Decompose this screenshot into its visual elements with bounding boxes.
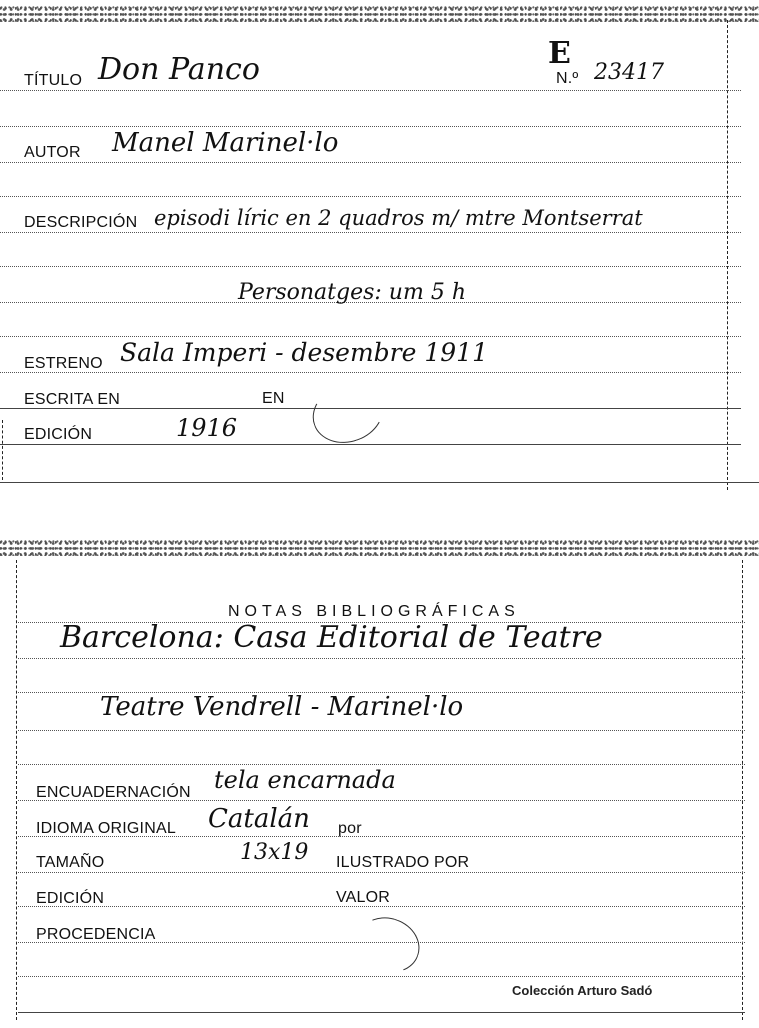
procedencia-label: PROCEDENCIA (36, 926, 156, 943)
card-left-border (16, 560, 17, 1020)
edicion-back-label: EDICIÓN (36, 890, 105, 907)
ruled-line (18, 764, 745, 765)
ruled-line (0, 232, 741, 233)
numero-label: N.º (556, 70, 579, 87)
torn-edge-texture (0, 540, 759, 556)
tamano-label: TAMAÑO (36, 854, 105, 871)
autor-label: AUTOR (24, 144, 81, 161)
card-right-border (742, 560, 743, 1020)
ruled-line (0, 372, 741, 373)
escrita-en-label: ESCRITA EN (24, 391, 120, 408)
torn-edge-texture (0, 6, 759, 22)
ruled-line (18, 872, 745, 873)
ruled-line (0, 336, 741, 337)
collection-footer: Colección Arturo Sadó (512, 983, 653, 998)
ruled-line (0, 266, 741, 267)
en-label: EN (262, 390, 285, 407)
tamano-value: 13x19 (240, 840, 309, 865)
descripcion-value: episodi líric en 2 quadros m/ mtre Montserrat (154, 206, 643, 230)
notes-line-2: Teatre Vendrell - Marinel·lo (100, 692, 464, 722)
por-label: por (338, 820, 362, 837)
estreno-value: Sala Imperi - desembre 1911 (120, 338, 488, 367)
encuadernacion-label: ENCUADERNACIÓN (36, 784, 191, 801)
autor-value: Manel Marinel·lo (112, 128, 339, 158)
card-left-border (2, 420, 3, 480)
notes-line-1: Barcelona: Casa Editorial de Teatre (60, 620, 603, 655)
valor-label: VALOR (336, 889, 391, 906)
estreno-label: ESTRENO (24, 355, 103, 372)
ruled-line (0, 444, 741, 445)
edicion-label: EDICIÓN (24, 426, 93, 443)
ruled-line (18, 976, 745, 977)
idioma-original-label: IDIOMA ORIGINAL (36, 820, 176, 837)
titulo-value: Don Panco (98, 52, 260, 87)
card-mark: E (548, 36, 571, 71)
notas-heading: NOTAS BIBLIOGRÁFICAS (228, 603, 520, 620)
card-bottom-edge (0, 482, 759, 483)
ruled-line (18, 658, 745, 659)
ruled-line (0, 90, 741, 91)
numero-value: 23417 (594, 60, 664, 85)
partial-stamp (349, 909, 428, 982)
idioma-original-value: Catalán (208, 804, 310, 834)
catalog-card-front (0, 0, 759, 492)
ruled-line (0, 196, 741, 197)
descripcion-value-line2: Personatges: um 5 h (238, 280, 466, 305)
titulo-label: TÍTULO (24, 72, 83, 89)
catalog-card-back (0, 540, 759, 1028)
partial-stamp (304, 373, 391, 452)
ruled-line (18, 730, 745, 731)
ruled-line (18, 1012, 745, 1013)
descripcion-label: DESCRIPCIÓN (24, 214, 138, 231)
encuadernacion-value: tela encarnada (214, 766, 396, 794)
ilustrado-por-label: ILUSTRADO POR (336, 854, 470, 871)
ruled-line (0, 162, 741, 163)
edicion-value: 1916 (176, 414, 238, 442)
ruled-line (0, 126, 741, 127)
